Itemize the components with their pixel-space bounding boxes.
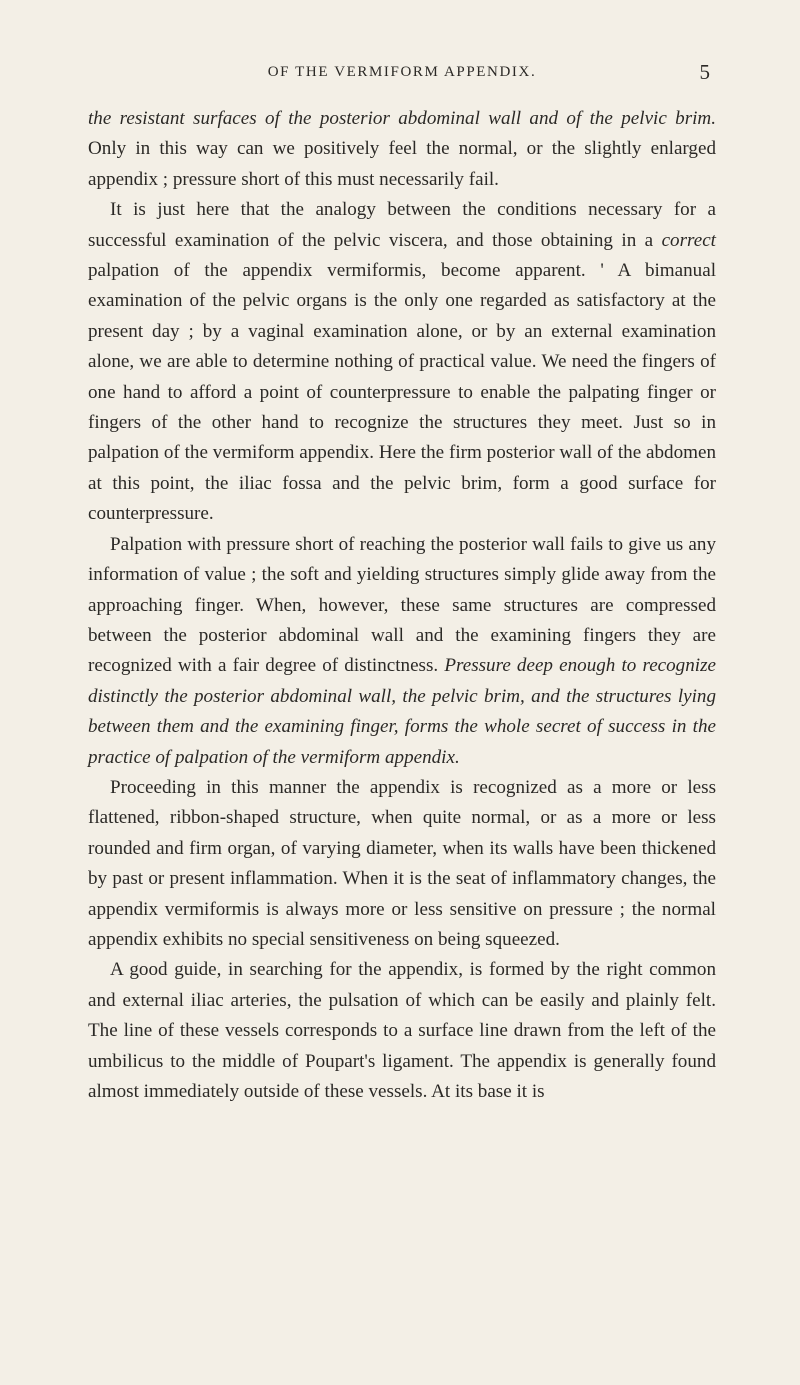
paragraph-3 [88,530,716,773]
book-page [88,60,716,1107]
body-text [88,104,716,1107]
italic-text: correct [661,229,716,251]
text-run: It is just here that the analogy between the conditions necessary for a successful examination of the pelvic viscera, and those obtaining in a [88,199,716,251]
text-run: palpation of the appendix vermiformis, become apparent. ' A bimanual examination of the pelvic organs is the only one regarded as satisfactory at the present day ; by a vaginal examination alone, or by an external examination alone, we are able to determine nothing of practical value. We need the fingers of one hand to afford a point of counterpressure to enable the palpating finger or fingers of the other hand to recognize the structures they meet. Just so in palpation of the vermiform appendix. Here the firm posterior wall of the abdomen at this point, the iliac fossa and the pelvic brim, form a good surface for counterpressure. [88,260,716,525]
paragraph-2 [88,195,716,529]
italic-text: Pressure deep enough to recognize distinctly the posterior abdominal wall, the pelvic brim, and the structures lying between them and the examining finger, forms the whole secret of success in the practice of palpation of the vermiform appendix. [88,655,716,768]
paragraph-1 [88,104,716,195]
text-run: A good guide, in searching for the appendix, is formed by the right common and external iliac arteries, the pulsation of which can be easily and plainly felt. The line of these vessels corresponds to a surface line drawn from the left of the umbilicus to the middle of Poupart's ligament. The appendix is generally found almost immediately outside of these vessels. At its base it is [88,959,716,1102]
running-title: OF THE VERMIFORM APPENDIX. [267,64,537,80]
paragraph-4 [88,773,716,955]
page-number: 5 [699,60,710,84]
paragraph-5 [88,955,716,1107]
text-run: Only in this way can we positively feel the normal, or the slightly enlarged appendix ; pressure short of this must necessarily fail. [88,138,716,190]
text-run: Proceeding in this manner the appendix is recognized as a more or less flattened, ribbon-shaped structure, when quite normal, or as a more or less rounded and firm organ, of varying diameter, when its walls have been thickened by past or present inflammation. When it is the seat of inflammatory changes, the appendix vermiformis is always more or less sensitive on pressure ; the normal appendix exhibits no special sensitiveness on being squeezed. [88,776,716,950]
text-run: Palpation with pressure short of reaching the posterior wall fails to give us any information of value ; the soft and yielding structures simply glide away from the approaching finger. When, however, these same structures are compressed between the posterior abdominal wall and the examining fingers they are recognized with a fair degree of distinctness. [88,533,716,677]
italic-text: the resistant surfaces of the posterior abdominal wall and of the pelvic brim. [88,108,716,129]
running-head [88,60,716,94]
